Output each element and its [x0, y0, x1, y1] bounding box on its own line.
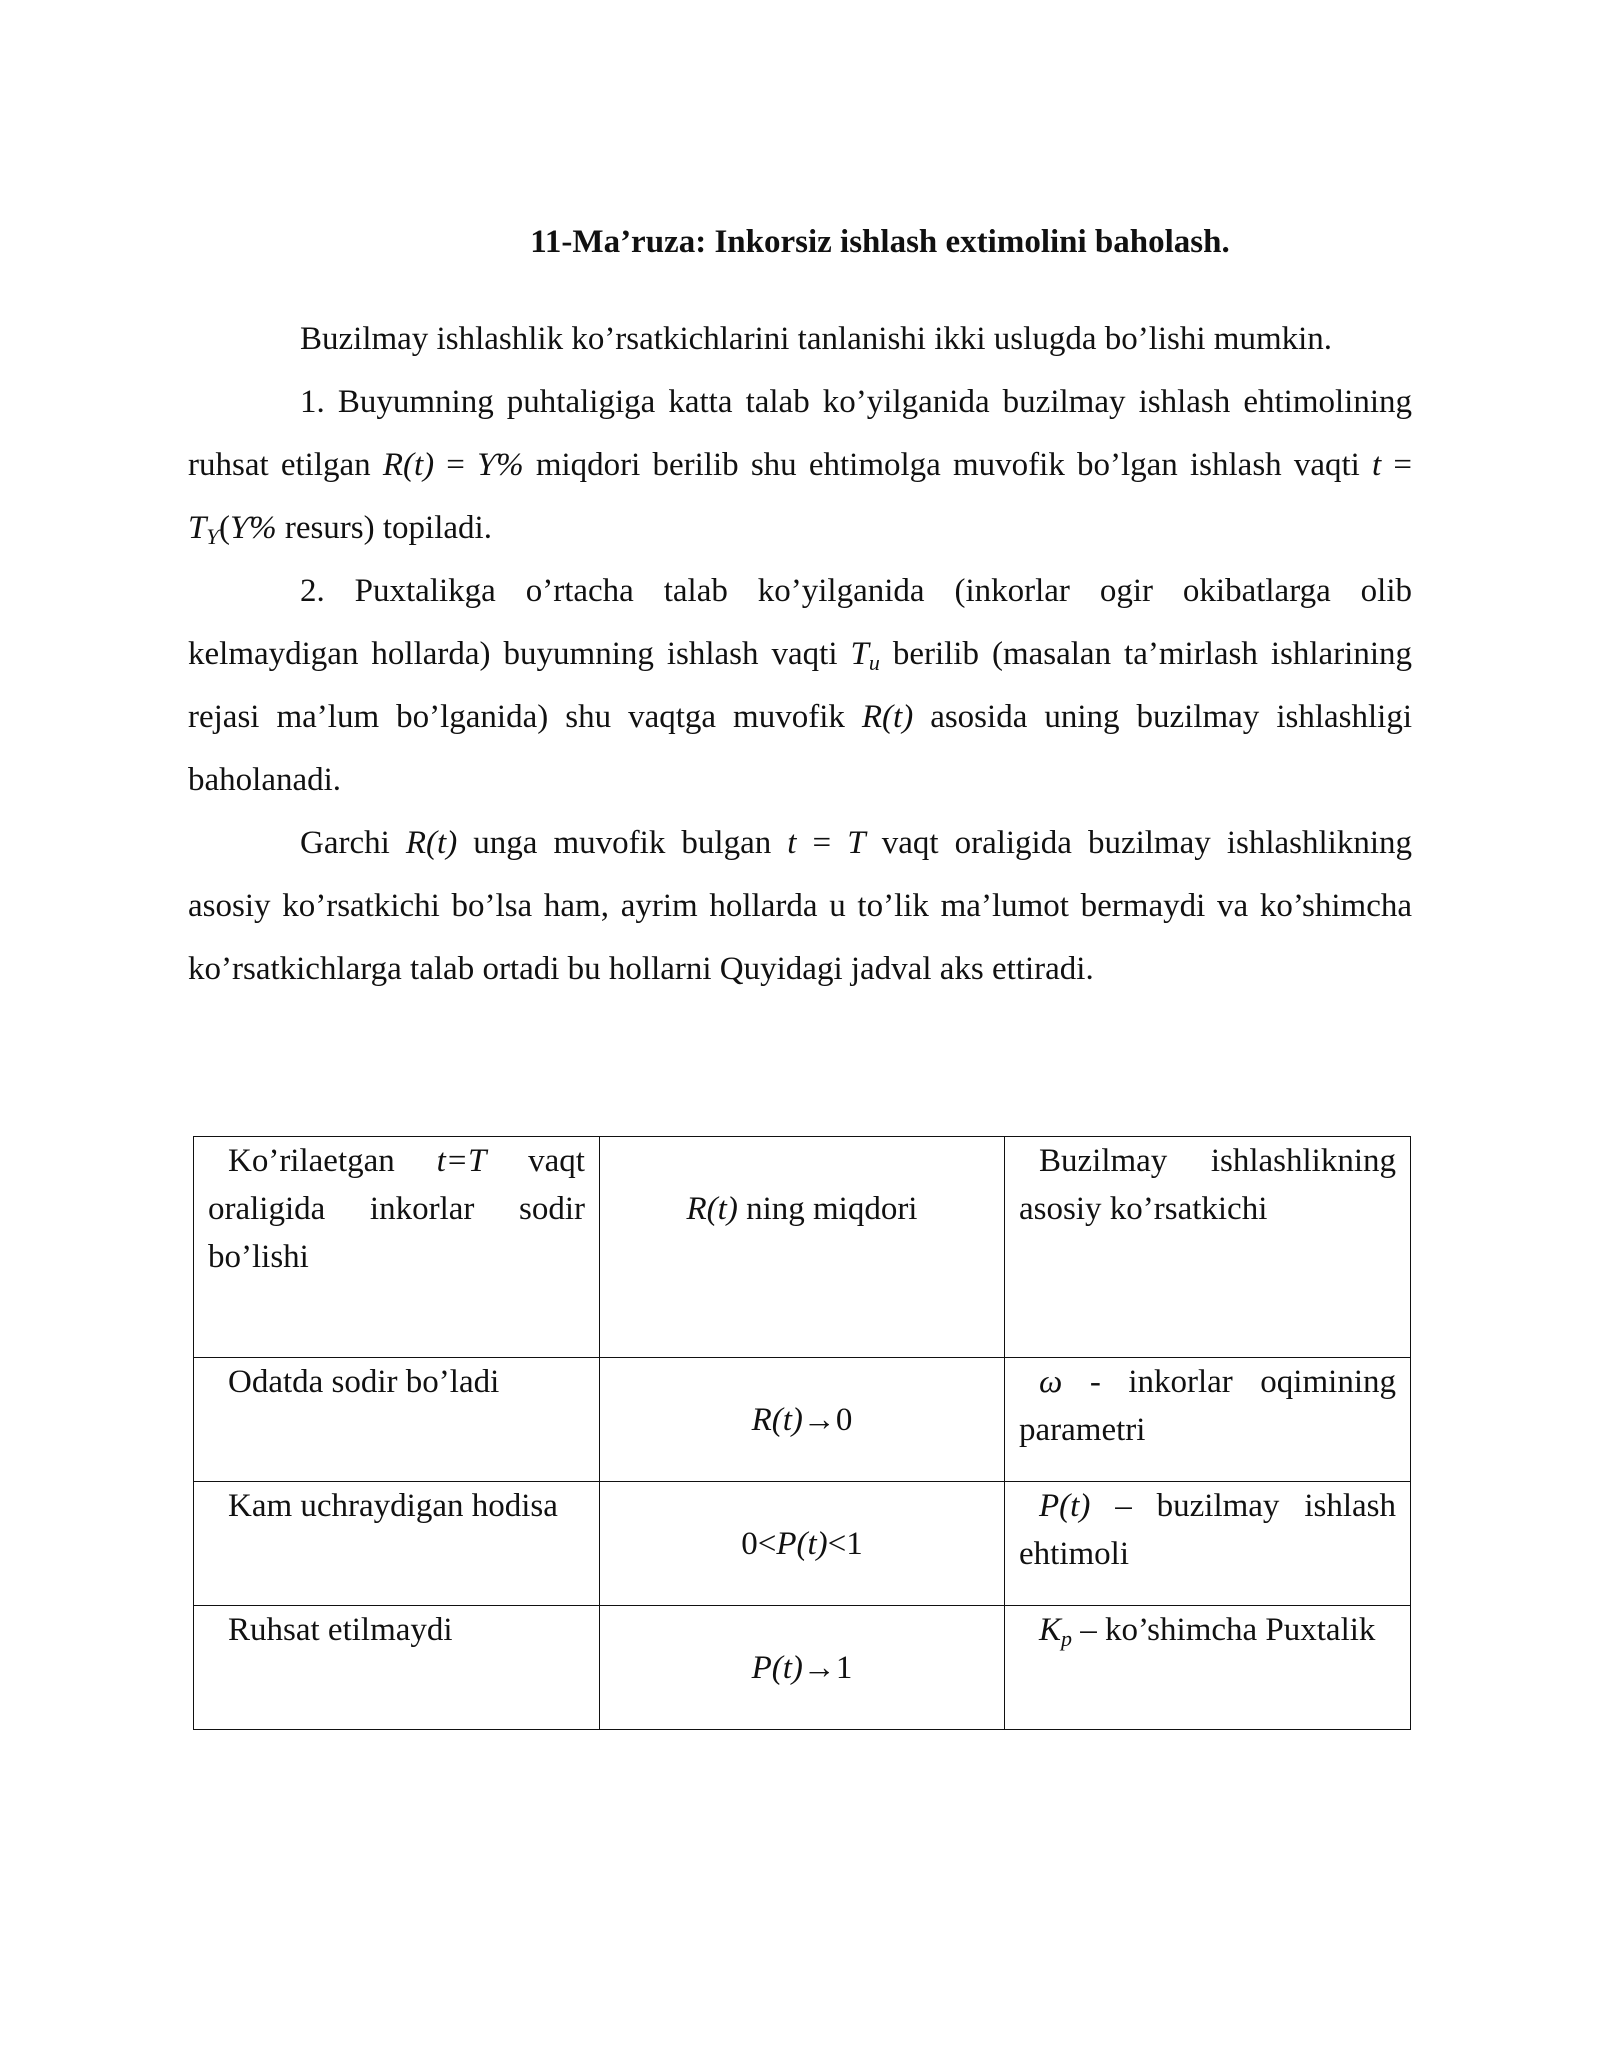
header-cell-main-indicator: Buzilmay ishlashlikning asosiy ko’rsatkichi [1005, 1137, 1411, 1358]
body-text [188, 308, 1412, 1001]
formula-omega: ω [1039, 1364, 1063, 1400]
paragraph-method-2 [188, 560, 1412, 812]
text-fragment: vaqt oraligida inkorlar sodir bo’lishi [208, 1143, 585, 1275]
indicators-table [193, 1136, 1411, 1730]
cell-indicator [1005, 1482, 1411, 1606]
cell-failure-frequency: Ruhsat etilmaydi [194, 1606, 600, 1730]
formula-subscript: p [1061, 1626, 1073, 1651]
formula-t-equals-T: t=T [436, 1143, 487, 1179]
text-fragment: 2. Puxtalikga o’rtacha talab ko’yilganida (inkorlar ogir okibatlarga olib kelmaydigan hollarda) buyumning ishlash vaqti [188, 573, 1412, 672]
text-fragment: <1 [827, 1525, 863, 1562]
text-fragment: →1 [802, 1649, 853, 1686]
text-fragment: Ko’rilaetgan [228, 1143, 437, 1179]
text-fragment: – buzilmay ishlash ehtimoli [1019, 1488, 1396, 1572]
formula-subscript: u [868, 650, 880, 675]
table-header-row [194, 1137, 1411, 1358]
formula-T: T [188, 510, 207, 546]
cell-indicator [1005, 1606, 1411, 1730]
formula-T: T [850, 636, 869, 672]
formula-r-t: R(t) [382, 447, 435, 483]
text-fragment: unga muvofik bulgan [457, 825, 788, 861]
formula-r-t: R(t) [751, 1401, 803, 1438]
paragraph-intro: Buzilmay ishlashlik ko’rsatkichlarini tanlanishi ikki uslugda bo’lishi mumkin. [300, 321, 1333, 357]
text-fragment: – ko’shimcha Puxtalik [1072, 1612, 1376, 1648]
header-cell-rt-value [600, 1137, 1005, 1358]
indicators-table-wrapper [193, 1136, 1410, 1730]
text-fragment: vaqt oraligida buzilmay ishlashlikning asosiy ko’rsatkichi bo’lsa ham, ayrim hollarda u to’lik ma’lumot bermaydi va ko’shimcha ko’rsatkichlarga talab ortadi bu hollarni Quyidagi jadval aks ettiradi. [188, 825, 1412, 987]
formula-p-t: P(t) [751, 1649, 803, 1686]
formula-t: t [787, 825, 797, 861]
formula-p-t: P(t) [776, 1525, 828, 1562]
cell-indicator [1005, 1358, 1411, 1482]
text-fragment: berilib (masalan ta’mirlash ishlarining rejasi ma’lum bo’lganida) shu vaqtga muvofik [188, 636, 1412, 735]
text-fragment: miqdori berilib shu ehtimolga muvofik bo’lgan ishlash vaqti [523, 447, 1373, 483]
text-fragment: resurs) topiladi. [276, 510, 492, 546]
formula-r-t: R(t) [686, 1191, 738, 1227]
table-row [194, 1606, 1411, 1730]
text-fragment: ( [219, 510, 231, 546]
paragraph-method-1 [188, 371, 1412, 560]
formula-k: K [1039, 1612, 1062, 1648]
formula-T: T [847, 825, 866, 861]
cell-rt-value [600, 1358, 1005, 1482]
formula-gamma-percent: Ƴ% [477, 447, 524, 483]
table-row [194, 1482, 1411, 1606]
cell-rt-value [600, 1482, 1005, 1606]
cell-failure-frequency: Kam uchraydigan hodisa [194, 1482, 600, 1606]
text-fragment: ning miqdori [737, 1191, 918, 1227]
lecture-title: 11-Ma’ruza: Inkorsiz ishlash extimolini baholash. [530, 224, 1230, 260]
formula-subscript: Ƴ [206, 524, 220, 549]
formula-r-t: R(t) [861, 699, 914, 735]
header-cell-failures [194, 1137, 600, 1358]
table-row [194, 1358, 1411, 1482]
text-fragment: Garchi [300, 825, 406, 861]
text-fragment: - inkorlar oqimining parametri [1019, 1364, 1396, 1448]
formula-p-t: P(t) [1039, 1488, 1091, 1524]
formula-t: t [1372, 447, 1382, 483]
text-fragment: asosida uning buzilmay ishlashligi baholanadi. [188, 699, 1412, 798]
cell-failure-frequency: Odatda sodir bo’ladi [194, 1358, 600, 1482]
text-fragment: 0< [741, 1525, 777, 1562]
text-fragment: = [796, 825, 848, 861]
paragraph-summary [188, 812, 1412, 1001]
text-fragment: = [434, 447, 478, 483]
text-fragment: 1. Buyumning puhtaligiga katta talab ko’yilganida buzilmay ishlash ehtimolining ruhsat etilgan [188, 384, 1412, 483]
formula-r-t: R(t) [405, 825, 458, 861]
text-fragment: →0 [802, 1401, 853, 1438]
text-fragment: = [1381, 447, 1412, 483]
formula-gamma-percent: Ƴ% [230, 510, 277, 546]
cell-rt-value [600, 1606, 1005, 1730]
